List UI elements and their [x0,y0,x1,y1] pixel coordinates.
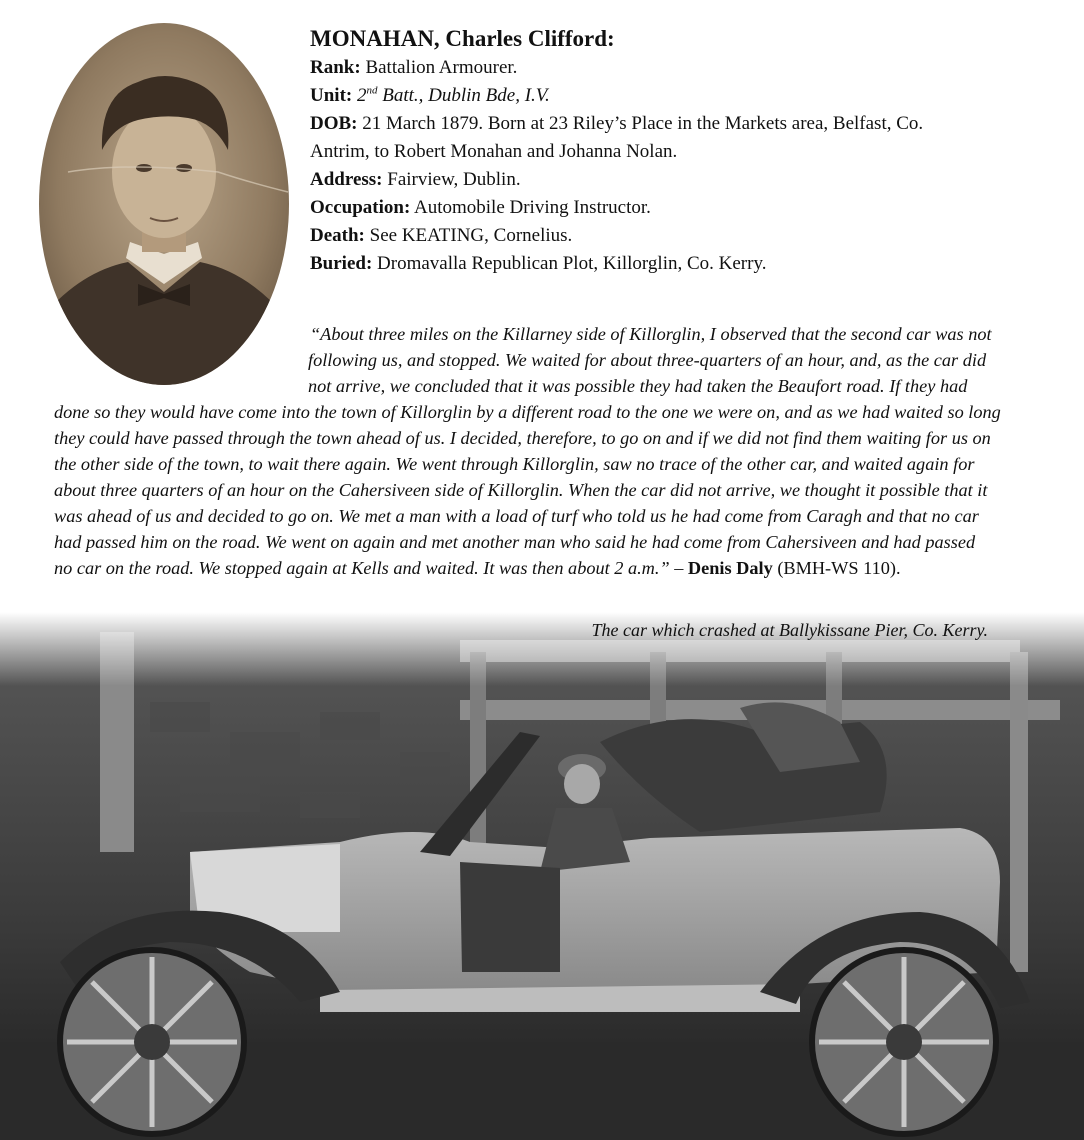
quote-line: not arrive, we concluded that it was possible they had taken the Beaufort road. If they had [308,376,968,396]
occupation-label: Occupation: [310,197,411,218]
unit-ordinal-sup: nd [366,84,378,97]
quote-line: the other side of the town, to wait there again. We went through Killorglin, saw no trace of the other car, and waited again for [54,454,975,474]
address-value: Fairview, Dublin. [387,169,521,190]
quote-line: no car on the road. We stopped again at Kells and waited. It was then about 2 a.m.” – [54,558,684,578]
death-row [310,222,1070,250]
photo-caption: The car which crashed at Ballykissane Pier, Co. Kerry. [591,620,988,640]
unit-ordinal-num: 2 [356,85,367,106]
car-photograph [0,612,1084,1140]
buried-row [310,250,1070,278]
unit-label: Unit: [310,85,353,106]
address-row [310,166,1070,194]
dob-row [310,110,1070,138]
address-label: Address: [310,169,383,190]
buried-value: Dromavalla Republican Plot, Killorglin, Co. Kerry. [377,253,767,274]
occupation-row [310,194,1070,222]
biography-entry [310,24,1070,278]
dob-line-2: Antrim, to Robert Monahan and Johanna Nolan. [310,141,678,162]
occupation-value: Automobile Driving Instructor. [413,197,651,218]
unit-value: Batt., Dublin Bde, I.V. [377,85,550,106]
unit-ordinal [357,85,378,106]
rank-value: Battalion Armourer. [365,57,518,78]
death-label: Death: [310,225,365,246]
dob-line-1: 21 March 1879. Born at 23 Riley’s Place in the Markets area, Belfast, Co. [362,113,924,134]
unit-row [310,82,1070,110]
entry-name: MONAHAN, Charles Clifford: [310,26,615,51]
rank-label: Rank: [310,57,361,78]
quote-line: they could have passed through the town ahead of us. I decided, therefore, to go on and if we did not find them waiting for us on [54,428,991,448]
dob-label: DOB: [310,113,358,134]
rank-row [310,54,1070,82]
quote-line: was ahead of us and decided to go on. We met a man with a load of turf who told us he had come from Caragh and that no car [54,506,979,526]
quote-last-line [54,556,901,582]
buried-label: Buried: [310,253,373,274]
quote-line: following us, and stopped. We waited for about three-quarters of an hour, and, as the car did [308,350,987,370]
quote-line: about three quarters of an hour on the Cahersiveen side of Killorglin. When the car did not arrive, we thought it possible that it [54,480,988,500]
quote-attribution-name: Denis Daly [687,558,773,578]
quote-attribution-ref: (BMH-WS 110). [777,558,901,578]
dob-row-continued [310,138,1070,166]
death-value: See KEATING, Cornelius. [369,225,573,246]
quote-line: done so they would have come into the town of Killorglin by a different road to the one we were on, and as we had waited so long [54,402,1001,422]
quote-line: “About three miles on the Killarney side of Killorglin, I observed that the second car was not [310,324,992,344]
quote-line: had passed him on the road. We went on again and met another man who said he had come from Cahersiveen and had passed [54,532,976,552]
portrait-photo [38,22,290,386]
